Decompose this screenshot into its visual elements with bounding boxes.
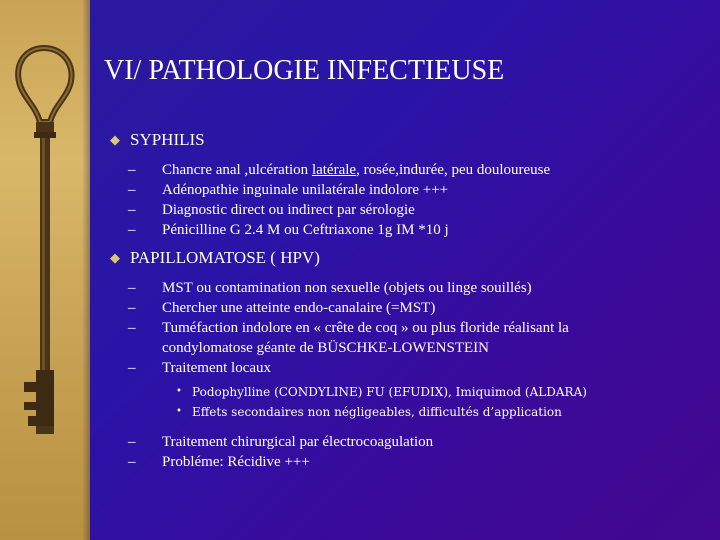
dash-bullet: – bbox=[128, 162, 136, 178]
dash-bullet: – bbox=[128, 280, 136, 296]
dot-bullet: • bbox=[176, 386, 182, 397]
item-text: Diagnostic direct ou indirect par sérologie bbox=[162, 202, 415, 218]
subitem-text: Podophylline (CONDYLINE) FU (EFUDIX), Imiquimod (ALDARA) bbox=[192, 385, 587, 399]
item-text: Pénicilline G 2.4 M ou Ceftriaxone 1g IM *10 j bbox=[162, 222, 449, 238]
section-heading-papillomatose bbox=[110, 246, 710, 270]
dash-bullet: – bbox=[128, 222, 136, 238]
list-item bbox=[110, 298, 710, 318]
dash-bullet: – bbox=[128, 360, 136, 376]
section-heading-text: PAPILLOMATOSE ( HPV) bbox=[130, 248, 320, 267]
item-text: Tuméfaction indolore en « crête de coq » ou plus floride réalisant la condylomatose géante de BÜSCHKE-LOWENSTEIN bbox=[162, 320, 569, 356]
list-item bbox=[110, 432, 710, 452]
dash-bullet: – bbox=[128, 202, 136, 218]
section-heading-text: SYPHILIS bbox=[130, 130, 205, 149]
subitem-text: Effets secondaires non négligeables, difficultés d’application bbox=[192, 405, 562, 419]
item-text: Adénopathie inguinale unilatérale indolore +++ bbox=[162, 182, 449, 198]
item-text: , rosée,indurée, peu douloureuse bbox=[356, 162, 551, 178]
list-item bbox=[110, 200, 710, 220]
diamond-bullet-icon: ◆ bbox=[110, 250, 120, 265]
list-item bbox=[110, 220, 710, 240]
antique-key-icon bbox=[0, 30, 90, 470]
slide-content bbox=[110, 128, 710, 472]
slide-title: VI/ PATHOLOGIE INFECTIEUSE bbox=[104, 55, 505, 86]
item-text: MST ou contamination non sexuelle (objets ou linge souillés) bbox=[162, 280, 532, 296]
dash-bullet: – bbox=[128, 434, 136, 450]
list-item bbox=[110, 318, 662, 358]
diamond-bullet-icon: ◆ bbox=[110, 132, 120, 147]
list-item bbox=[110, 358, 710, 378]
decorative-side-strip bbox=[0, 0, 90, 540]
list-item bbox=[110, 452, 710, 472]
sub-list-item bbox=[110, 382, 710, 402]
item-text: Traitement chirurgical par électrocoagulation bbox=[162, 434, 434, 450]
item-text: Chancre anal ,ulcération bbox=[162, 162, 312, 178]
dash-bullet: – bbox=[128, 182, 136, 198]
item-text: Probléme: Récidive +++ bbox=[162, 454, 310, 470]
dash-bullet: – bbox=[128, 320, 136, 336]
section-heading-syphilis bbox=[110, 128, 710, 152]
dash-bullet: – bbox=[128, 454, 136, 470]
list-item bbox=[110, 180, 710, 200]
sub-list-item bbox=[110, 402, 710, 422]
dash-bullet: – bbox=[128, 300, 136, 316]
item-text: Traitement locaux bbox=[162, 360, 272, 376]
item-text: Chercher une atteinte endo-canalaire (=MST) bbox=[162, 300, 436, 316]
list-item bbox=[110, 278, 710, 298]
list-item bbox=[110, 160, 710, 180]
item-underlined-text: latérale bbox=[311, 162, 357, 178]
dot-bullet: • bbox=[176, 406, 182, 417]
